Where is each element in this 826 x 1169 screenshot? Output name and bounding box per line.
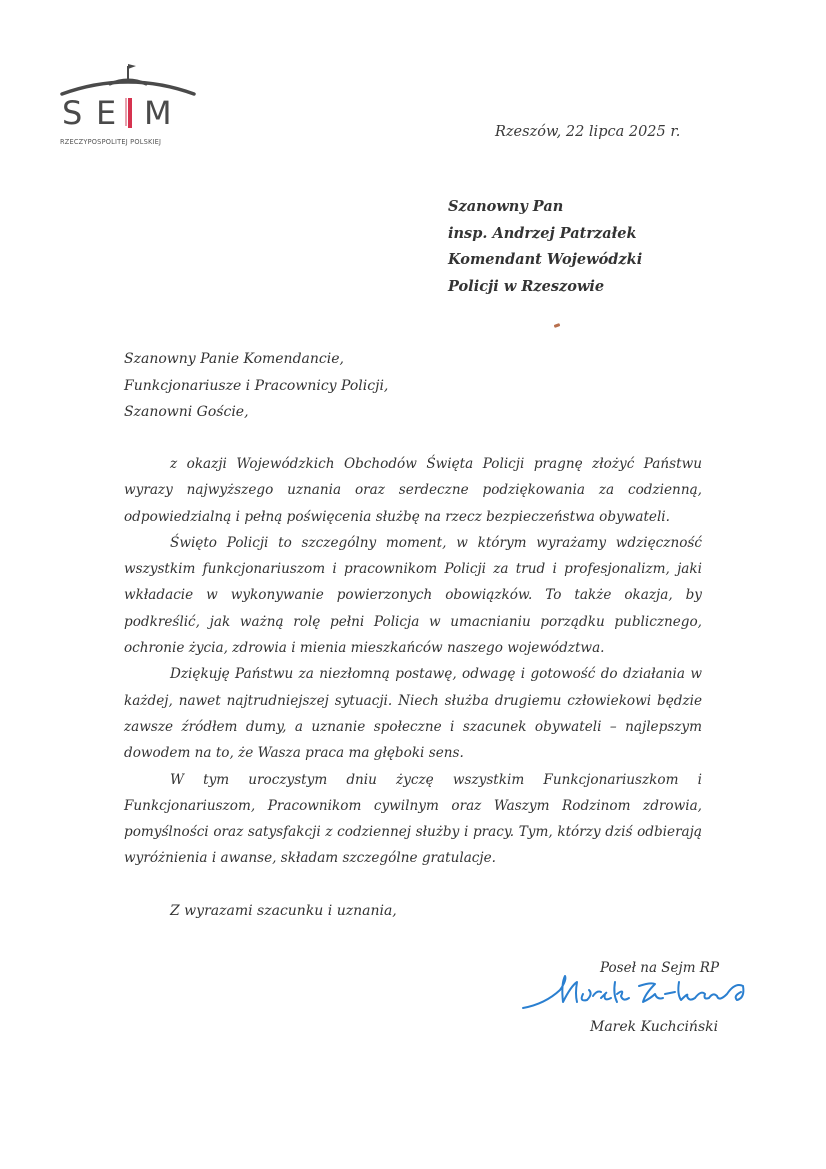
body-paragraph: z okazji Wojewódzkich Obchodów Święta Policji pragnę złożyć Państwu wyrazy najwyższego uznania oraz serdeczne podziękowania za codzienną, odpowiedzialną i pełną poświęcenia służbę na rzecz bezpieczeństwa obywateli. xyxy=(124,456,702,525)
letter-date: Rzeszów, 22 lipca 2025 r. xyxy=(495,124,681,140)
signatory-name: Marek Kuchciński xyxy=(590,1019,719,1035)
signatory-title: Poseł na Sejm RP xyxy=(600,960,720,976)
salutation-block xyxy=(124,346,388,426)
sejm-logo xyxy=(58,58,198,150)
salutation-line: Funkcjonariusze i Pracownicy Policji, xyxy=(124,377,389,394)
closing-line: Z wyrazami szacunku i uznania, xyxy=(170,903,397,919)
addressee-line: Policji w Rzeszowie xyxy=(448,277,605,295)
addressee-block xyxy=(448,194,642,300)
logo-subtitle: RZECZYPOSPOLITEJ POLSKIEJ xyxy=(60,138,162,146)
addressee-line: Komendant Wojewódzki xyxy=(448,251,643,268)
svg-text:M: M xyxy=(144,94,172,132)
svg-text:E: E xyxy=(96,94,117,132)
handwritten-signature xyxy=(505,968,765,1018)
letter-body xyxy=(124,451,702,872)
addressee-line: insp. Andrzej Patrzałek xyxy=(448,224,637,242)
ink-speck xyxy=(554,323,561,328)
body-paragraph: W tym uroczystym dniu życzę wszystkim Funkcjonariuszkom i Funkcjonariuszom, Pracownikom cywilnym oraz Waszym Rodzinom zdrowia, pomyślności oraz satysfakcji z codziennej służby i pracy. Tym, którzy dziś odbierają wyróżnienia i awanse, składam szczególne gratulacje. xyxy=(124,771,702,867)
salutation-line: Szanowni Goście, xyxy=(124,404,249,420)
logo-letters xyxy=(58,88,198,138)
body-paragraph: Święto Policji to szczególny moment, w którym wyrażamy wdzięczność wszystkim funkcjonariuszom i pracownikom Policji za trud i profesjonalizm, jaki wkładacie w wykonywanie powierzonych obowiązków. To także okazja, by podkreślić, jak ważną rolę pełni Policja w umacnianiu porządku publicznego, ochronie życia, zdrowia i mienia mieszkańców naszego województwa. xyxy=(124,534,702,657)
body-paragraph: Dziękuję Państwu za niezłomną postawę, odwagę i gotowość do działania w każdej, nawet najtrudniejszej sytuacji. Niech służba drugiemu człowiekowi będzie zawsze źródłem dumy, a uznanie społeczne i szacunek obywateli – najlepszym dowodem na to, że Wasza praca ma głęboki sens. xyxy=(124,666,702,762)
svg-text:S: S xyxy=(62,94,83,132)
salutation-line: Szanowny Panie Komendancie, xyxy=(124,351,344,367)
addressee-line: Szanowny Pan xyxy=(448,198,564,215)
